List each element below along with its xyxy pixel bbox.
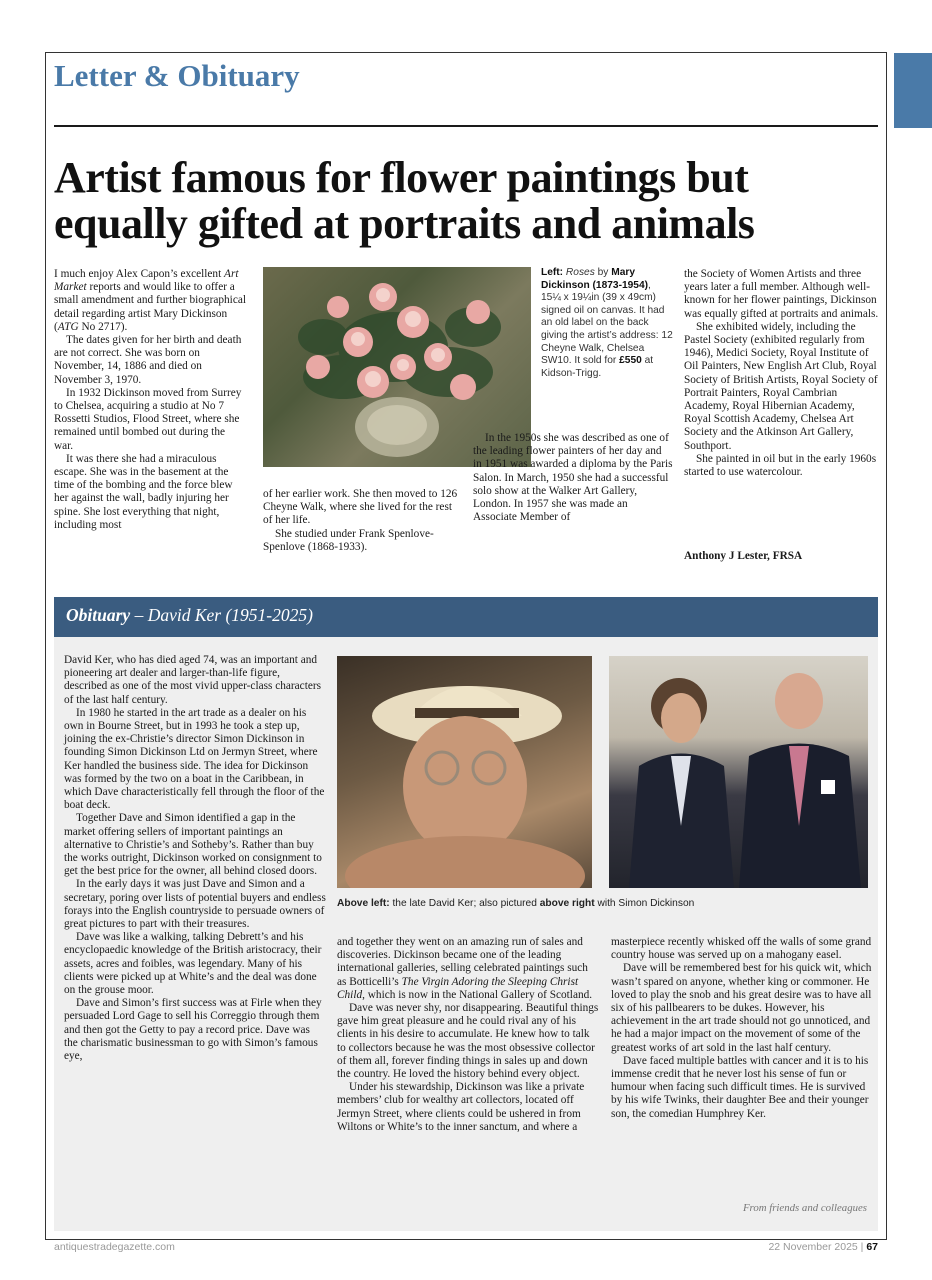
letter-headline: Artist famous for flower paintings but equally gifted at portraits and animals [54,153,755,248]
letter-column-2 [263,488,463,554]
paragraph: She painted in oil but in the early 1960s started to use watercolour. [684,452,877,479]
paragraph: In 1980 he started in the art trade as a dealer on his own in Bourne Street, but in 1993 he took a step up, joining the ex-Christie’s director Simon Dickinson in founding Simon Dickinson Ltd on Jermyn Street, where Ker handled the business side. The idea for Dickinson was formed by the two on a boat in the Caribbean, in which Dave characteristically fell through the floor of the boat deck. [64,706,325,812]
paragraph: Under his stewardship, Dickinson was like a private members’ club for wealthy art collectors, located off Jermyn Street, where clients could be ushered in from Wiltons or White’s to the inner sanctum, and where a [337,1081,585,1133]
paragraph: Together Dave and Simon identified a gap in the market offering sellers of important paintings an alternative to Christie’s and Sotheby’s. Rather than buy the works outright, Dickinson worked on consignment to get the best price for the owner, all behind closed doors. [64,812,322,878]
paragraph: David Ker, who has died aged 74, was an important and pioneering art dealer and larger-than-life figure, described as one of the most vivid upper-class characters of the last half century. [64,654,321,706]
paragraph: I much enjoy Alex Capon’s excellent Art Market reports and would like to offer a small amendment and further biographical detail regarding artist Mary Dickinson (ATG No 2717). [54,268,246,333]
paragraph: the Society of Women Artists and three years later a full member. Although well-known for her flower paintings, Dickinson was equally gifted at portraits and animals. [684,268,879,320]
letter-column-3 [473,432,673,524]
footer-date-page: 22 November 2025 | 67 [768,1241,878,1253]
paragraph: She exhibited widely, including the Pastel Society (exhibited regularly from 1946), Medici Society, Royal Institute of Oil Painters, New English Art Club, Royal Society of British Artists, Royal Society of Portrait Painters, Royal Cambrian Academy, Royal Hibernian Academy, Royal Scottish Academy, Chelsea Art Society and the Atkinson Art Gallery, Southport. [684,320,878,452]
paragraph: It was there she had a miraculous escape. She was in the basement at the time of the bombing and the force blew her against the wall, badly injuring her spine. She lost everything that night, including most [54,452,233,531]
page-number: 67 [866,1241,878,1253]
paragraph: and together they went on an amazing run of sales and discoveries. Dickinson became one of the leading international galleries, selling celebrated paintings such as Botticelli’s The Virgin Adoring the Sleeping Christ Child, which is now in the National Gallery of Scotland. [337,936,593,1001]
paragraph: Dave will be remembered best for his quick wit, which wasn’t spared on anyone, whether king or commoner. He loved to play the snob and his great desire was to have all six of his pallbearers to be dukes. However, his achievement in the art trade should not go unnoticed, and he had a major impact on the movement of some of the greatest works of art sold in the last half century. [611,962,872,1054]
paragraph: In 1932 Dickinson moved from Surrey to Chelsea, acquiring a studio at No 7 Rossetti Studios, Flood Street, where she remained until bombed out during the war. [54,386,242,452]
ker-and-dickinson-photo [609,656,868,888]
paragraph: The dates given for her birth and death are not correct. She was born on November, 14, 1886 and died on November 3, 1970. [54,334,242,386]
section-tab [894,53,932,128]
obituary-column-1 [64,654,326,1063]
photo-caption: Above left: the late David Ker; also pictured above right with Simon Dickinson [337,898,695,909]
footer-site: antiquestradegazette.com [54,1241,175,1253]
paragraph: Dave and Simon’s first success was at Firle when they persuaded Lord Gage to sell his Correggio through them and then got the Getty to pay a record price. Dave was the charismatic businessman to go with Simon’s famous eye, [64,997,322,1063]
david-ker-portrait-photo [337,656,592,888]
obituary-column-2 [337,936,599,1134]
header-rule [54,125,878,127]
section-title: Letter & Obituary [54,58,300,93]
obituary-title: Obituary – David Ker (1951-2025) [66,605,313,625]
paragraph: masterpiece recently whisked off the walls of some grand country house was served up on a mahogany easel. [611,936,872,962]
paragraph: of her earlier work. She then moved to 126 Cheyne Walk, where she lived for the rest of her life. [263,488,458,527]
letter-column-1 [54,268,246,532]
obituary-column-3 [611,936,873,1121]
letter-signoff: Anthony J Lester, FRSA [684,550,803,562]
paragraph: Dave faced multiple battles with cancer and it is to his immense credit that he never lost his sense of fun or humour when facing such difficult times. He is survived by his wife Twinks, their daughter Bee and their younger son, the comedian Humphrey Ker. [611,1054,869,1120]
paragraph: Dave was never shy, nor disappearing. Beautiful things gave him great pleasure and he could rival any of his clients in his desire to accumulate. He knew how to talk to collectors because he was the most obsessive collector of them all, forever finding things in sales up and down the country. He loved the history behind every object. [337,1002,599,1081]
paragraph: In the 1950s she was described as one of the leading flower painters of her day and in 1951 was awarded a diploma by the Paris Salon. In March, 1950 she had a successful solo show at the Walker Art Gallery, London. In 1957 she was made an Associate Member of [473,432,673,524]
paragraph: In the early days it was just Dave and Simon and a secretary, poring over lists of potential buyers and endless forays into the English countryside to persuade owners of great pictures to part with their treasures. [64,878,326,931]
paragraph: Dave was like a walking, talking Debrett’s and his encyclopaedic knowledge of the British aristocracy, their assets, acres and foibles, was legendary. Many of his clients were picked up at White’s and the deal was done on the grouse moor. [64,931,322,997]
obituary-credit: From friends and colleagues [742,1202,867,1214]
letter-column-4 [684,268,879,479]
paragraph: She studied under Frank Spenlove-Spenlove (1868-1933). [263,527,434,553]
painting-caption: Left: Roses by Mary Dickinson (1873-1954), 15¼ x 19¼in (39 x 49cm) signed oil on canvas. It had an old label on the back giving the artist’s address: 12 Cheyne Walk, Chelsea SW10. It sold for £550 at Kidson-Trigg. [541,267,673,379]
